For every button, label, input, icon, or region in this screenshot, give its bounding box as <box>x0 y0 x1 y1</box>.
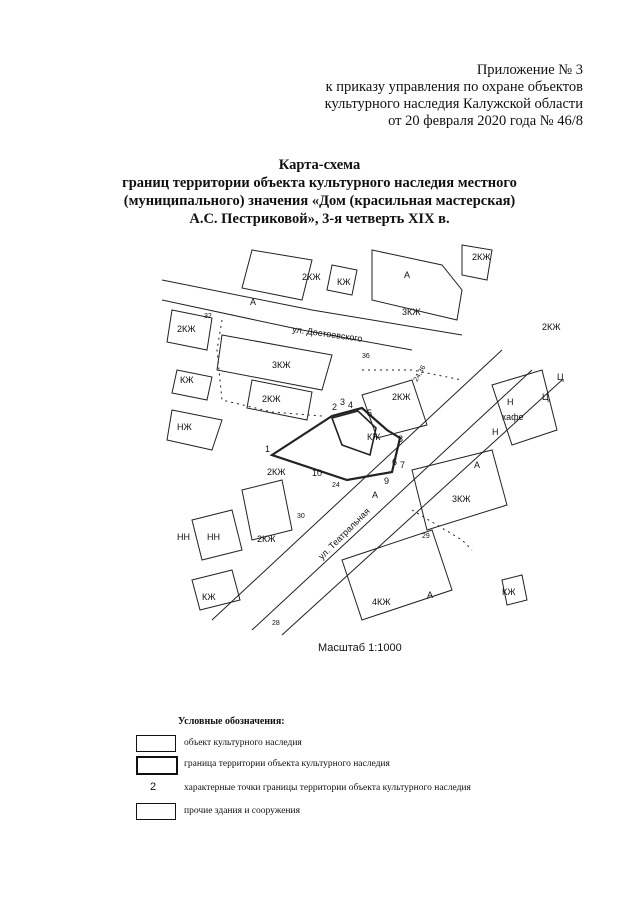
map-label: 2КЖ <box>257 534 276 544</box>
house-number: 32 <box>204 313 212 320</box>
building <box>342 530 452 620</box>
territory-boundary <box>272 408 400 480</box>
map-label: 3КЖ <box>452 494 471 504</box>
boundary-dots <box>362 370 462 380</box>
map-label: А <box>372 490 379 500</box>
map-label: 2КЖ <box>302 272 321 282</box>
map-label: А <box>474 460 481 470</box>
street-label-teatralnaya: ул. Театральная <box>316 506 372 562</box>
map-label: КЖ <box>367 432 381 442</box>
header-line-3: культурного наследия Калужской области <box>324 96 583 112</box>
map-label: 2КЖ <box>472 252 491 262</box>
legend-symbol-territory-boundary <box>136 756 178 775</box>
map-label: 4КЖ <box>372 597 391 607</box>
title-line-4: А.С. Пестриковой», 3-я четверть XIX в. <box>189 211 450 227</box>
building <box>492 370 557 445</box>
boundary-point-label: 1 <box>265 444 271 454</box>
map-label: НЖ <box>177 422 192 432</box>
legend-item-boundary-points: характерные точки границы территории объекта культурного наследия <box>184 783 471 793</box>
map-label: 2КЖ <box>542 322 561 332</box>
map-label: А <box>427 590 434 600</box>
legend-symbol-heritage-object <box>136 735 176 752</box>
map-scale: Масштаб 1:1000 <box>318 642 402 654</box>
map-label: 2КЖ <box>262 394 281 404</box>
map-label: 2КЖ <box>392 392 411 402</box>
title-line-2: границ территории объекта культурного наследия местного <box>122 175 517 191</box>
map-label: КЖ <box>337 277 351 287</box>
street-edge <box>252 370 532 630</box>
title-line-3: (муниципального) значения «Дом (красильная мастерская) <box>123 193 516 209</box>
legend-symbol-other-buildings <box>136 803 176 820</box>
header-line-1: Приложение № 3 <box>476 62 583 78</box>
map-label: Ц <box>557 372 564 382</box>
boundary-dots <box>412 510 472 550</box>
boundary-point-label: 4 <box>348 400 354 410</box>
street-edge <box>212 350 502 620</box>
map-label: А <box>404 270 411 280</box>
map-label: А <box>250 297 257 307</box>
header-line-4: от 20 февраля 2020 года № 46/8 <box>388 113 583 129</box>
title-line-1: Карта-схема <box>278 157 361 173</box>
map-label: Ц <box>542 392 549 402</box>
map-svg <box>162 240 572 640</box>
legend-symbol-point: 2 <box>150 781 157 793</box>
map-title <box>0 156 639 228</box>
header-line-2: к приказу управления по охране объектов <box>325 79 583 95</box>
house-number: 24 <box>332 482 340 489</box>
boundary-point-label: 3 <box>340 397 346 407</box>
boundary-point-label: 6 <box>392 457 398 467</box>
building <box>192 570 240 610</box>
boundary-point-label: 9 <box>384 476 390 486</box>
legend-item-other-buildings: прочие здания и сооружения <box>184 806 300 816</box>
street-edge <box>162 300 412 350</box>
legend-item-heritage-object: объект культурного наследия <box>184 738 302 748</box>
boundary-point-label: 5 <box>367 408 373 418</box>
boundary-point-label: 8 <box>398 434 404 444</box>
building <box>412 450 507 530</box>
map-label: Н <box>507 397 514 407</box>
building <box>462 245 492 280</box>
house-number: 28 <box>272 620 280 627</box>
map-label: НН <box>207 532 220 542</box>
map-label: Н <box>492 427 499 437</box>
house-number: 29 <box>422 533 430 540</box>
legend-item-territory-boundary: граница территории объекта культурного наследия <box>184 759 390 769</box>
boundary-point-label: 7 <box>400 460 406 470</box>
map-label: КЖ <box>502 587 516 597</box>
house-number: 30 <box>297 513 305 520</box>
building <box>242 480 292 540</box>
map-label: 3КЖ <box>402 307 421 317</box>
map-label: НН <box>177 532 190 542</box>
map-label: КЖ <box>180 375 194 385</box>
map-label: 2КЖ <box>267 467 286 477</box>
map-label: 2КЖ <box>177 324 196 334</box>
legend-title: Условные обозначения: <box>178 716 285 727</box>
site-map <box>162 240 572 640</box>
house-number: 36 <box>362 353 370 360</box>
map-label: кафе <box>502 412 524 422</box>
house-number: 24,36 <box>412 364 428 383</box>
building <box>167 410 222 450</box>
boundary-point-label: 10 <box>312 468 323 478</box>
map-label: 3КЖ <box>272 360 291 370</box>
map-label: КЖ <box>202 592 216 602</box>
document-header <box>325 62 583 130</box>
street-label-dostoevskogo: ул. Достоевского <box>291 324 364 344</box>
boundary-point-label: 2 <box>332 402 338 412</box>
